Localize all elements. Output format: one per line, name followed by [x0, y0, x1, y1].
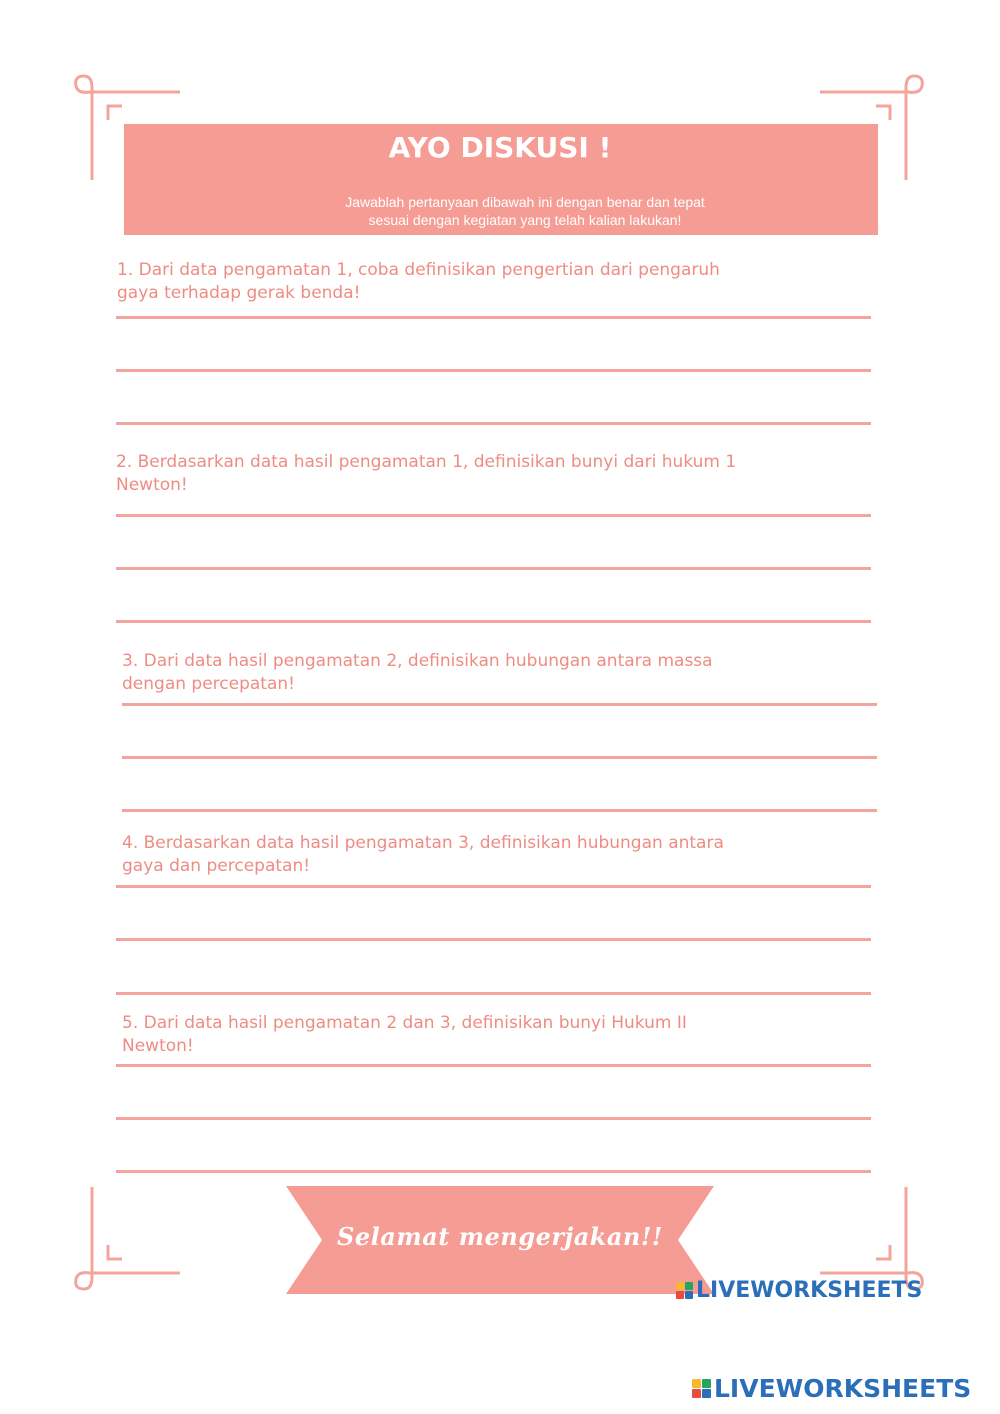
answer-line[interactable] — [116, 514, 871, 517]
question-3: 3. Dari data hasil pengamatan 2, definisikan hubungan antara massa dengan percepatan! — [122, 651, 713, 694]
answer-line[interactable] — [116, 422, 871, 425]
question-1: 1. Dari data pengamatan 1, coba definisikan pengertian dari pengaruh gaya terhadap gerak benda! — [117, 260, 720, 303]
answer-line[interactable] — [116, 567, 871, 570]
answer-line[interactable] — [116, 316, 871, 319]
question-2: 2. Berdasarkan data hasil pengamatan 1, definisikan bunyi dari hukum 1 Newton! — [116, 452, 737, 495]
brand-tiles-icon — [692, 1379, 711, 1398]
answer-line[interactable] — [116, 992, 871, 995]
answer-line[interactable] — [116, 1117, 871, 1120]
answer-line[interactable] — [116, 369, 871, 372]
question-5: 5. Dari data hasil pengamatan 2 dan 3, definisikan bunyi Hukum II Newton! — [122, 1013, 687, 1056]
question-4: 4. Berdasarkan data hasil pengamatan 3, definisikan hubungan antara gaya dan percepatan! — [122, 833, 724, 876]
page-title: AYO DISKUSI ! — [388, 131, 612, 164]
answer-line[interactable] — [122, 756, 877, 759]
page-instructions: Jawablah pertanyaan dibawah ini dengan benar dan tepat sesuai dengan kegiatan yang telah kalian lakukan! — [345, 194, 705, 228]
answer-line[interactable] — [116, 885, 871, 888]
answer-line[interactable] — [116, 1170, 871, 1173]
brand-name: LIVEWORKSHEETS — [714, 1374, 972, 1403]
brand-logo — [676, 1278, 922, 1303]
closing-message: Selamat mengerjakan!! — [337, 1222, 663, 1251]
answer-line[interactable] — [116, 620, 871, 623]
answer-line[interactable] — [122, 703, 877, 706]
answer-line[interactable] — [116, 938, 871, 941]
answer-line[interactable] — [116, 1064, 871, 1067]
answer-line[interactable] — [122, 809, 877, 812]
brand-name: LIVEWORKSHEETS — [696, 1278, 923, 1303]
brand-tiles-icon — [676, 1282, 693, 1299]
brand-logo-footer — [692, 1374, 971, 1403]
